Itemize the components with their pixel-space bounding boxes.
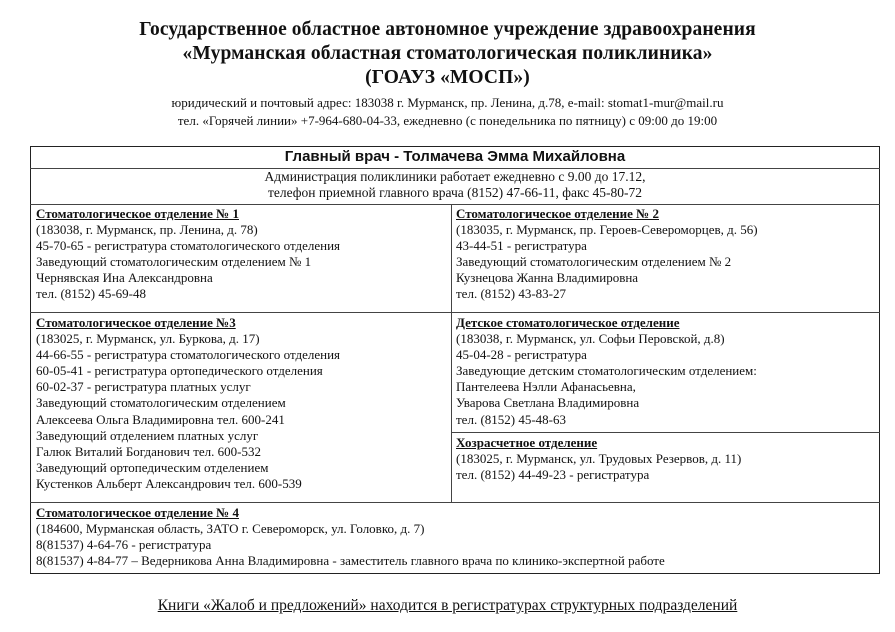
admin-hours: Администрация поликлиники работает ежедневно с 9.00 до 17.12,	[264, 169, 646, 184]
dept3-registry: 44-66-55 - регистратура стоматологического отделения	[36, 347, 341, 363]
divider-columns	[451, 204, 452, 502]
hotline-info: тел. «Горячей линии» +7-964-680-04-33, ежедневно (с понедельника по пятницу) с 09:00 до 19:00	[177, 113, 718, 128]
dept1-head-name: Чернявская Ина Александровна	[36, 270, 213, 286]
dept3-ortho-head-name: Кустенков Альберт Александрович тел. 600-539	[36, 475, 302, 491]
dept2-head-label: Заведующий стоматологическим отделением № 2	[456, 254, 732, 270]
dept3-paid-head-name: Галюк Виталий Богданович тел. 600-532	[36, 443, 261, 459]
org-title-line1: Государственное областное автономное учреждение здравоохранения	[139, 19, 756, 40]
dept4-deputy: 8(81537) 4-84-77 – Ведерникова Анна Владимировна - заместитель главного врача по клинико-экспертной работе	[36, 553, 665, 569]
dept4-title: Стоматологическое отделение № 4	[36, 505, 239, 520]
chief-doctor: Главный врач - Толмачева Эмма Михайловна	[284, 148, 626, 165]
dept3-head-name: Алексеева Ольга Владимировна тел. 600-241	[36, 411, 285, 427]
dept2-title: Стоматологическое отделение № 2	[456, 206, 659, 221]
dept1-title: Стоматологическое отделение № 1	[36, 206, 239, 221]
dept2-block	[456, 206, 758, 303]
dept3-head-label: Заведующий стоматологическим отделением	[36, 395, 286, 411]
org-title-line2: «Мурманская областная стоматологическая поликлиника»	[182, 43, 713, 64]
dept4-registry: 8(81537) 4-64-76 - регистратура	[36, 537, 212, 553]
complaints-book-note: Книги «Жалоб и предложений» находится в регистратурах структурных подразделений	[157, 597, 738, 614]
selfpay-dept-address: (183025, г. Мурманск, ул. Трудовых Резервов, д. 11)	[456, 451, 742, 467]
legal-address: юридический и почтовый адрес: 183038 г. Мурманск, пр. Ленина, д.78, e-mail: stomat1-mur@mail.ru	[171, 95, 724, 110]
child-dept-phone: тел. (8152) 45-48-63	[456, 411, 567, 427]
child-dept-block	[456, 315, 757, 428]
divider-row2	[30, 502, 880, 503]
dept1-registry: 45-70-65 - регистратура стоматологического отделения	[36, 238, 341, 254]
dept4-address: (184600, Мурманская область, ЗАТО г. Североморск, ул. Головко, д. 7)	[36, 521, 425, 537]
dept3-ortho-registry: 60-05-41 - регистратура ортопедического отделения	[36, 363, 323, 379]
dept1-address: (183038, г. Мурманск, пр. Ленина, д. 78)	[36, 222, 258, 238]
selfpay-dept-block	[456, 435, 741, 483]
dept2-phone: тел. (8152) 43-83-27	[456, 286, 567, 302]
dept2-address: (183035, г. Мурманск, пр. Героев-Североморцев, д. 56)	[456, 222, 758, 238]
child-dept-title: Детское стоматологическое отделение	[456, 315, 680, 330]
child-dept-address: (183038, г. Мурманск, ул. Софьи Перовской, д.8)	[456, 331, 725, 347]
dept3-address: (183025, г. Мурманск, ул. Буркова, д. 17)	[36, 331, 260, 347]
reception-phone: телефон приемной главного врача (8152) 47-66-11, факс 45-80-72	[267, 185, 643, 200]
dept3-block	[36, 315, 340, 492]
org-abbreviation: (ГОАУЗ «МОСП»)	[365, 67, 530, 88]
child-dept-heads-label: Заведующие детским стоматологическим отделением:	[456, 363, 757, 379]
dept3-title: Стоматологическое отделение №3	[36, 315, 236, 330]
dept1-block	[36, 206, 340, 303]
dept2-head-name: Кузнецова Жанна Владимировна	[456, 270, 639, 286]
child-dept-head-2: Уварова Светлана Владимировна	[456, 395, 640, 411]
child-dept-registry: 45-04-28 - регистратура	[456, 347, 587, 363]
divider-row1	[30, 312, 880, 313]
selfpay-dept-title: Хозрасчетное отделение	[456, 435, 598, 450]
dept3-paid-registry: 60-02-37 - регистратура платных услуг	[36, 379, 251, 395]
dept1-head-label: Заведующий стоматологическим отделением № 1	[36, 254, 312, 270]
dept3-paid-head-label: Заведующий отделением платных услуг	[36, 427, 259, 443]
divider-right	[451, 432, 880, 433]
dept2-registry: 43-44-51 - регистратура	[456, 238, 587, 254]
dept3-ortho-head-label: Заведующий ортопедическим отделением	[36, 459, 269, 475]
dept1-phone: тел. (8152) 45-69-48	[36, 286, 147, 302]
divider-admin	[30, 204, 880, 205]
child-dept-head-1: Пантелеева Нэлли Афанасьевна,	[456, 379, 636, 395]
dept4-block	[36, 505, 665, 569]
selfpay-dept-phone: тел. (8152) 44-49-23 - регистратура	[456, 467, 650, 483]
